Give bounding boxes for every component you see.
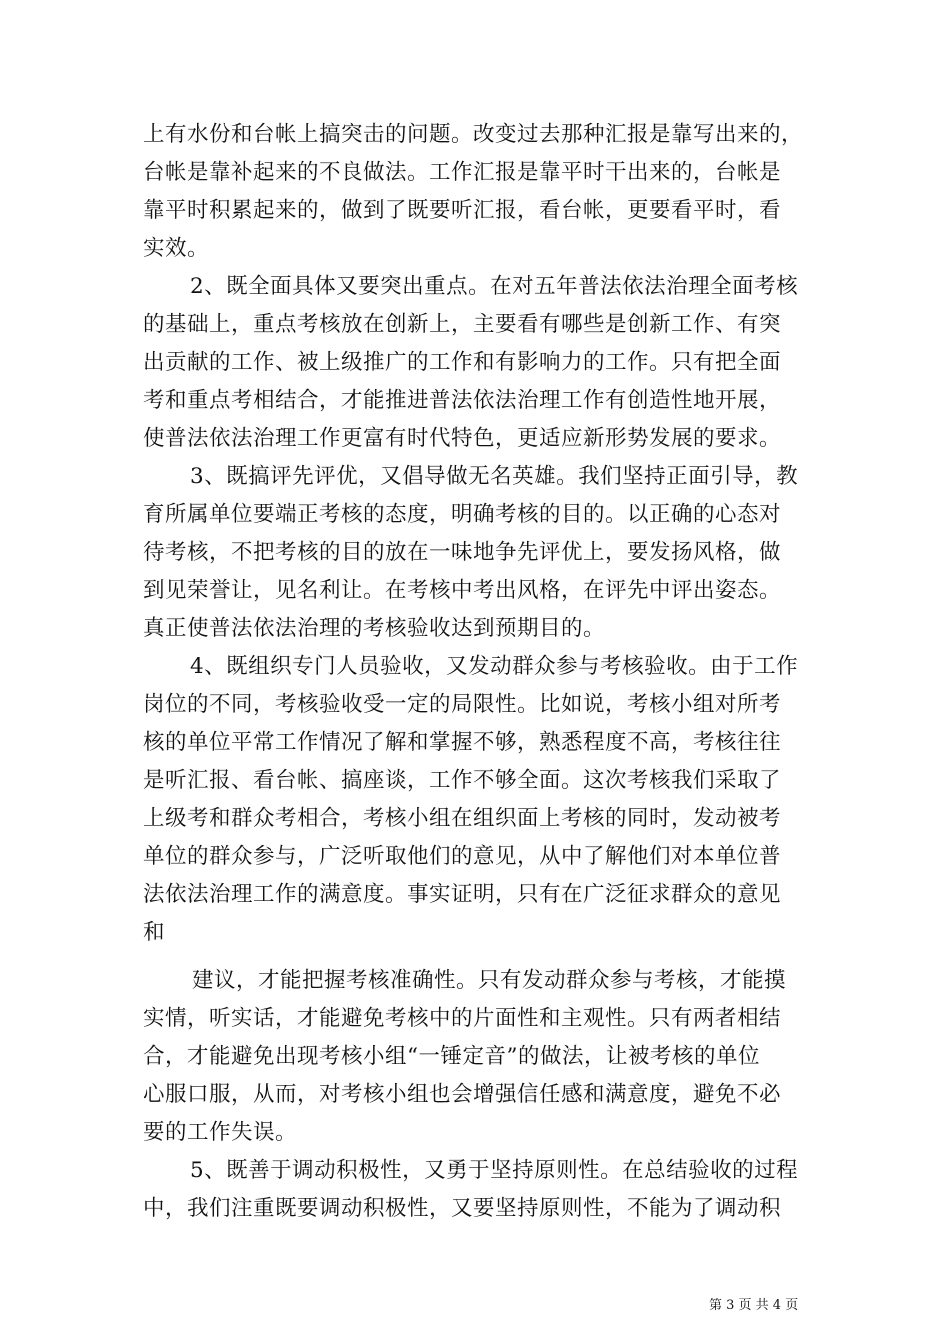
text-line: 使普法依法治理工作更富有时代特色，更适应新形势发展的要求。 — [143, 426, 782, 451]
text-line: 育所属单位要端正考核的态度，明确考核的目的。以正确的心态对 — [143, 502, 782, 527]
text-line: 心服口服，从而，对考核小组也会增强信任感和满意度，避免不必 — [143, 1082, 782, 1107]
text-line: 到见荣誉让，见名利让。在考核中考出风格，在评先中评出姿态。 — [143, 578, 782, 603]
text-line: 单位的群众参与，广泛听取他们的意见，从中了解他们对本单位普 — [143, 844, 782, 869]
text-line: 实情，听实话，才能避免考核中的片面性和主观性。只有两者相结 — [143, 1006, 782, 1031]
text-line: 实效。 — [143, 236, 210, 261]
text-line: 上级考和群众考相合，考核小组在组织面上考核的同时，发动被考 — [143, 806, 782, 831]
text-line: 核的单位平常工作情况了解和掌握不够，熟悉程度不高，考核往往 — [143, 730, 782, 755]
text-line: 上有水份和台帐上搞突击的问题。改变过去那种汇报是靠写出来的， — [143, 122, 804, 147]
text-line: 出贡献的工作、被上级推广的工作和有影响力的工作。只有把全面 — [143, 350, 782, 375]
text-line: 待考核，不把考核的目的放在一味地争先评优上，要发扬风格，做 — [143, 540, 782, 565]
continuation-line: 建议，才能把握考核准确性。只有发动群众参与考核，才能摸 — [192, 968, 787, 993]
text-line: 中，我们注重既要调动积极性，又要坚持原则性，不能为了调动积 — [143, 1196, 782, 1221]
text-line: 台帐是靠补起来的不良做法。工作汇报是靠平时干出来的，台帐是 — [143, 160, 782, 185]
text-line: 真正使普法依法治理的考核验收达到预期目的。 — [143, 616, 606, 641]
text-line: 法依法治理工作的满意度。事实证明，只有在广泛征求群众的意见 — [143, 882, 782, 907]
text-line: 合，才能避免出现考核小组“一锤定音”的做法，让被考核的单位 — [143, 1044, 760, 1069]
paragraph-3-start: 3、既搞评先评优，又倡导做无名英雄。我们坚持正面引导，教 — [190, 464, 799, 489]
text-line: 和 — [143, 920, 166, 945]
text-line: 的基础上，重点考核放在创新上，主要看有哪些是创新工作、有突 — [143, 312, 782, 337]
paragraph-4-start: 4、既组织专门人员验收，又发动群众参与考核验收。由于工作 — [190, 654, 799, 679]
text-line: 是听汇报、看台帐、搞座谈，工作不够全面。这次考核我们采取了 — [143, 768, 782, 793]
text-line: 岗位的不同，考核验收受一定的局限性。比如说，考核小组对所考 — [143, 692, 782, 717]
text-line: 要的工作失误。 — [143, 1120, 298, 1145]
paragraph-5-start: 5、既善于调动积极性，又勇于坚持原则性。在总结验收的过程 — [190, 1158, 799, 1183]
text-line: 靠平时积累起来的，做到了既要听汇报，看台帐，更要看平时，看 — [143, 198, 782, 223]
text-line: 考和重点考相结合，才能推进普法依法治理工作有创造性地开展， — [143, 388, 782, 413]
page-number: 第 3 页 共 4 页 — [709, 1298, 799, 1313]
paragraph-2-start: 2、既全面具体又要突出重点。在对五年普法依法治理全面考核 — [190, 274, 799, 299]
